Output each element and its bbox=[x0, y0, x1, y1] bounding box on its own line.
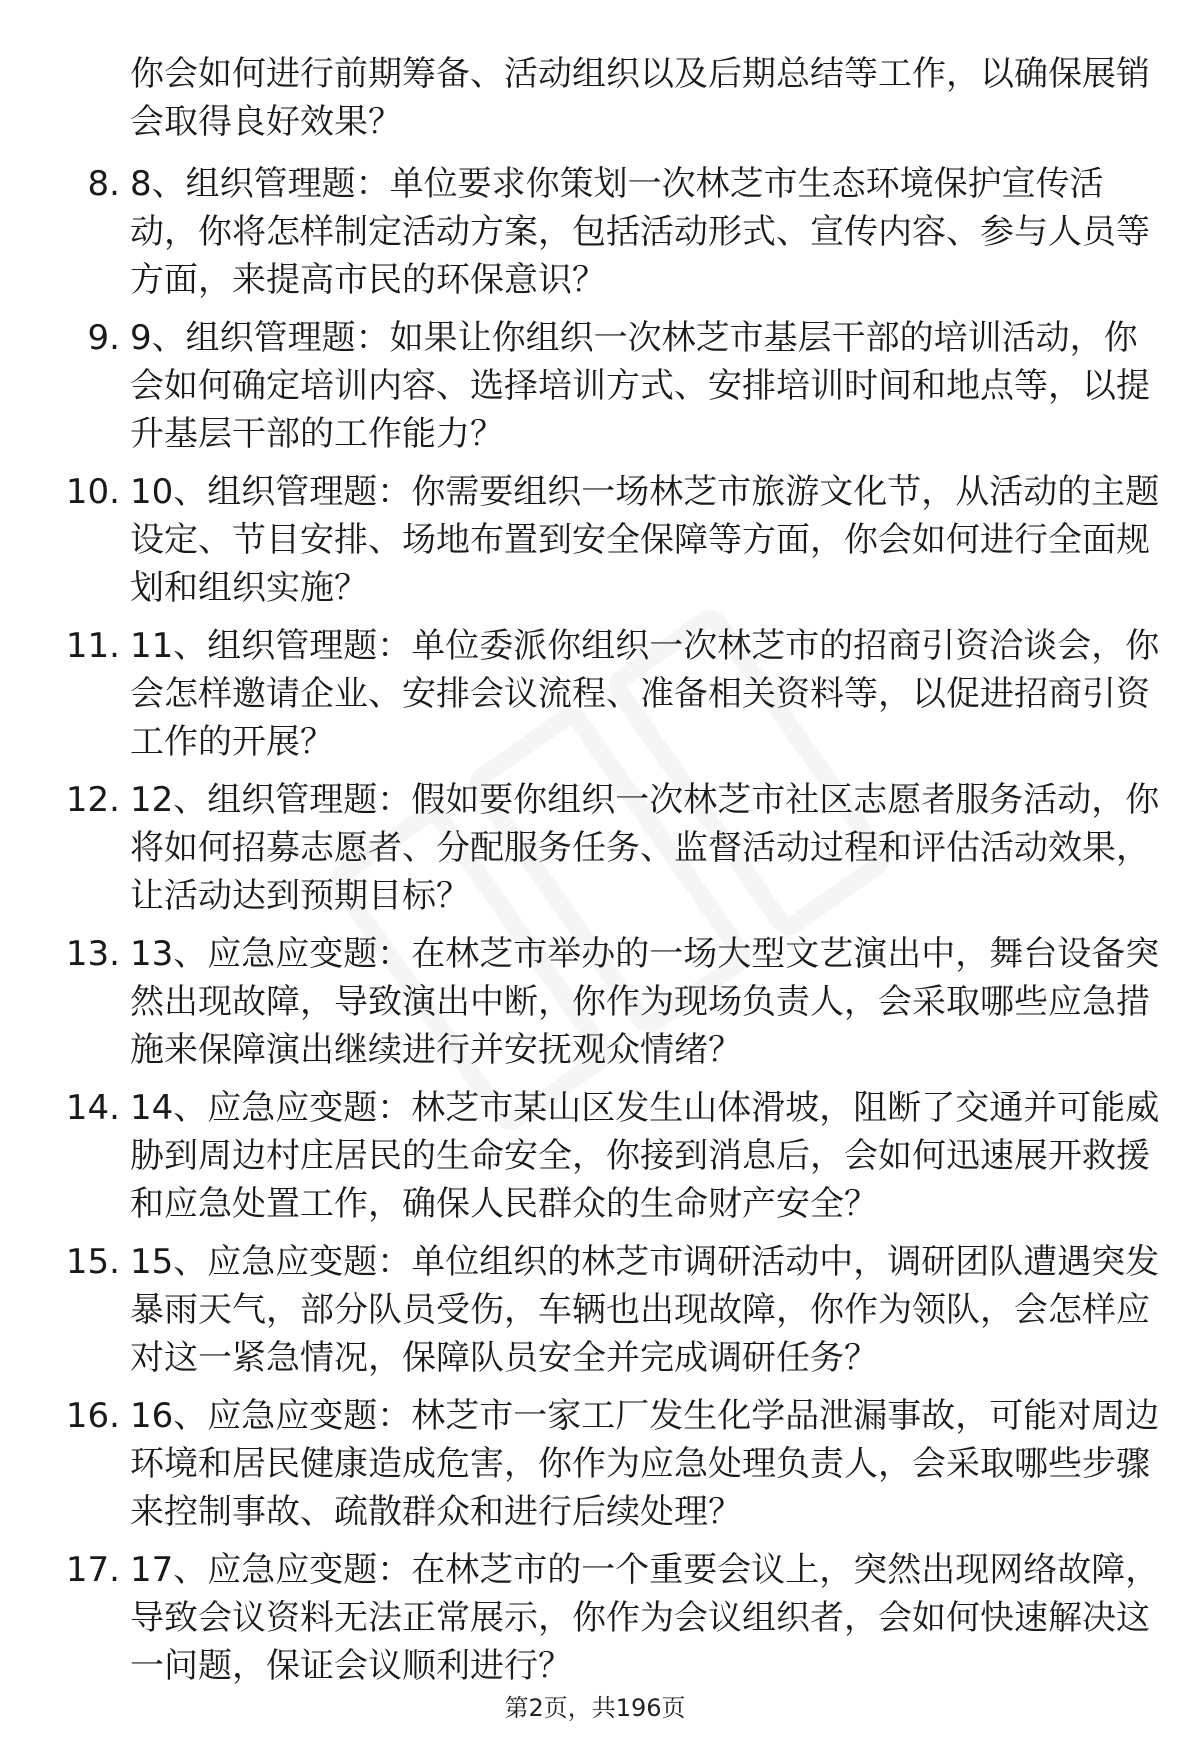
question-number: 17. bbox=[65, 1550, 120, 1590]
question-item bbox=[0, 468, 1190, 622]
question-number: 12. bbox=[65, 780, 120, 820]
question-number: 14. bbox=[65, 1088, 120, 1128]
question-text: 11、组织管理题：单位委派你组织一次林芝市的招商引资洽谈会，你会怎样邀请企业、安排会议流程、准备相关资料等，以促进招商引资工作的开展？ bbox=[130, 626, 1160, 762]
question-number: 10. bbox=[65, 472, 120, 512]
question-number: 13. bbox=[65, 934, 120, 974]
question-item bbox=[0, 622, 1190, 776]
question-text: 12、组织管理题：假如要你组织一次林芝市社区志愿者服务活动，你将如何招募志愿者、分配服务任务、监督活动过程和评估活动效果，让活动达到预期目标？ bbox=[130, 780, 1160, 916]
question-item bbox=[0, 1084, 1190, 1238]
question-text: 16、应急应变题：林芝市一家工厂发生化学品泄漏事故，可能对周边环境和居民健康造成危害，你作为应急处理负责人，会采取哪些步骤来控制事故、疏散群众和进行后续处理？ bbox=[130, 1396, 1160, 1532]
page-footer: 第2页，共196页 bbox=[504, 1694, 686, 1722]
question-item bbox=[0, 930, 1190, 1084]
question-number: 8. bbox=[87, 164, 120, 204]
question-text: 15、应急应变题：单位组织的林芝市调研活动中，调研团队遭遇突发暴雨天气，部分队员受伤，车辆也出现故障，你作为领队，会怎样应对这一紧急情况，保障队员安全并完成调研任务？ bbox=[130, 1242, 1160, 1378]
question-text: 9、组织管理题：如果让你组织一次林芝市基层干部的培训活动，你会如何确定培训内容、选择培训方式、安排培训时间和地点等，以提升基层干部的工作能力？ bbox=[130, 318, 1150, 454]
question-item bbox=[0, 314, 1190, 468]
question-text: 17、应急应变题：在林芝市的一个重要会议上，突然出现网络故障，导致会议资料无法正常展示，你作为会议组织者，会如何快速解决这一问题，保证会议顺利进行？ bbox=[130, 1550, 1160, 1686]
question-item bbox=[0, 160, 1190, 314]
question-item bbox=[0, 776, 1190, 930]
question-item bbox=[0, 1238, 1190, 1392]
question-text: 10、组织管理题：你需要组织一场林芝市旅游文化节，从活动的主题设定、节目安排、场地布置到安全保障等方面，你会如何进行全面规划和组织实施？ bbox=[130, 472, 1160, 608]
question-number: 16. bbox=[65, 1396, 120, 1436]
question-item bbox=[0, 1546, 1190, 1700]
question-number: 15. bbox=[65, 1242, 120, 1282]
question-text: 13、应急应变题：在林芝市举办的一场大型文艺演出中，舞台设备突然出现故障，导致演出中断，你作为现场负责人，会采取哪些应急措施来保障演出继续进行并安抚观众情绪？ bbox=[130, 934, 1160, 1070]
question-text: 14、应急应变题：林芝市某山区发生山体滑坡，阻断了交通并可能威胁到周边村庄居民的生命安全，你接到消息后，会如何迅速展开救援和应急处置工作，确保人民群众的生命财产安全？ bbox=[130, 1088, 1160, 1224]
question-list bbox=[0, 160, 1190, 1700]
question-text: 8、组织管理题：单位要求你策划一次林芝市生态环境保护宣传活动，你将怎样制定活动方案，包括活动形式、宣传内容、参与人员等方面，来提高市民的环保意识？ bbox=[130, 164, 1150, 300]
continued-question-text: 你会如何进行前期筹备、活动组织以及后期总结等工作，以确保展销会取得良好效果？ bbox=[130, 54, 1150, 142]
question-item bbox=[0, 1392, 1190, 1546]
question-number: 11. bbox=[65, 626, 120, 666]
question-number: 9. bbox=[87, 318, 120, 358]
